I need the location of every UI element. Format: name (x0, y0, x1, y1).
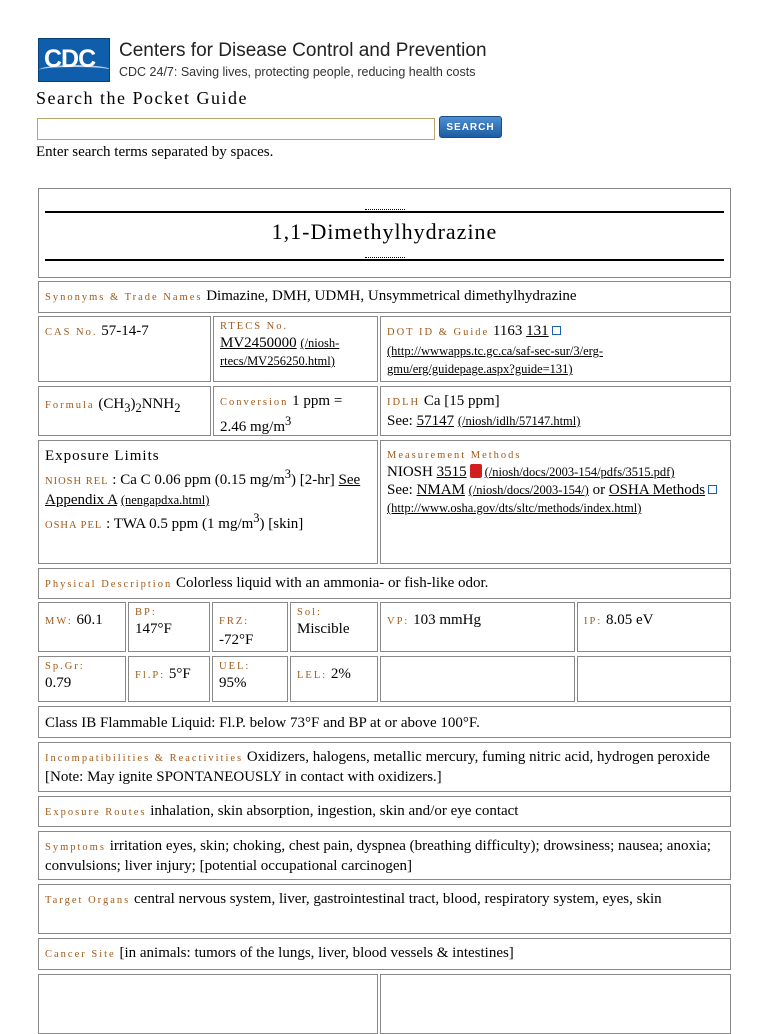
flp-value: 5°F (168, 666, 191, 682)
external-link-icon (708, 485, 717, 494)
org-name[interactable]: Centers for Disease Control and Prevention (119, 40, 487, 61)
rtecs-link[interactable]: MV2450000 (220, 335, 297, 351)
ip-label: IP: (584, 616, 603, 627)
search-button[interactable]: SEARCH (439, 116, 502, 138)
method-url[interactable]: (/niosh/docs/2003-154/pdfs/3515.pdf) (484, 465, 675, 479)
uel-value: 95% (219, 675, 247, 691)
spgr-cell (38, 656, 126, 702)
osha-pel (45, 509, 371, 535)
appendix-url[interactable]: (nengapdxa.html) (120, 493, 210, 507)
bp-value: 147°F (135, 621, 172, 637)
external-link-icon (552, 326, 561, 335)
vp-cell (380, 602, 575, 652)
formula-value: $(CH_3)_2NNH_2$ (98, 396, 181, 415)
cancer-label: Cancer Site (45, 949, 116, 960)
idlh-label: IDLH (387, 397, 421, 408)
method-3515-link[interactable]: 3515 (436, 464, 467, 480)
lel-cell (290, 656, 378, 702)
cancer-site-row (38, 938, 731, 970)
niosh-rel-value: : Ca C 0.06 ppm (0.15 $mg/m^3$) [2-hr] (112, 467, 335, 488)
ip-cell (577, 602, 731, 652)
symptoms-label: Symptoms (45, 842, 106, 853)
cdc-logo[interactable] (38, 38, 110, 82)
pdf-icon (470, 464, 482, 478)
cdc-header (38, 38, 518, 84)
title-rule-top (45, 211, 724, 213)
conversion-value-a: 1 ppm = (292, 393, 343, 409)
rtecs-url[interactable]: (/niosh-rtecs/MV256250.html) (220, 336, 340, 368)
mw-value: 60.1 (76, 612, 103, 628)
sol-value: Miscible (297, 621, 350, 637)
idlh-ref-link[interactable]: 57147 (416, 413, 455, 429)
dot-url[interactable]: (http://wwwapps.tc.gc.ca/saf-sec-sur/3/erg-gmu/erg/guidepage.aspx?guide=131) (387, 344, 604, 376)
nmam-url[interactable]: (/niosh/docs/2003-154/) (468, 483, 589, 497)
logo-swoosh-icon (39, 65, 110, 75)
target-value: central nervous system, liver, gastrointestinal tract, blood, respiratory system, eyes, skin (134, 891, 662, 907)
ip-value: 8.05 eV (606, 612, 654, 628)
flp-label: Fl.P: (135, 670, 166, 681)
dot-label: DOT ID & Guide (387, 327, 490, 338)
mw-cell (38, 602, 126, 652)
exposure-limits-title: Exposure Limits (45, 448, 160, 464)
empty-cell (380, 656, 575, 702)
vp-label: VP: (387, 616, 410, 627)
flp-cell (128, 656, 210, 702)
spgr-label: Sp.Gr: (45, 661, 85, 672)
physical-value: Colorless liquid with an ammonia- or fish-like odor. (175, 575, 489, 591)
niosh-rel-label: NIOSH REL (45, 476, 109, 487)
dot-guide-link[interactable]: 131 (526, 323, 549, 339)
idlh-cell (380, 386, 731, 436)
formula-label: Formula (45, 400, 95, 411)
empty-cell (577, 656, 731, 702)
idlh-url[interactable]: (/niosh/idlh/57147.html) (457, 414, 581, 428)
uel-cell (212, 656, 288, 702)
bp-label: BP: (135, 607, 157, 618)
cancer-value: [in animals: tumors of the lungs, liver, blood vessels & intestines] (119, 945, 514, 961)
chemical-name: 1,1-Dimethylhydrazine (271, 219, 498, 244)
rtecs-label: RTECS No. (220, 321, 289, 332)
physical-label: Physical Description (45, 579, 173, 590)
routes-label: Exposure Routes (45, 807, 147, 818)
synonyms-row (38, 281, 731, 313)
sol-cell (290, 602, 378, 652)
mw-label: MW: (45, 616, 73, 627)
spgr-value: 0.79 (45, 675, 72, 691)
conversion-value-b: 2.46 $mg/m^3$ (220, 414, 292, 435)
lel-value: 2% (330, 666, 351, 682)
chemical-title-box (38, 188, 731, 278)
partial-cell-left (38, 974, 378, 1034)
sol-label: Sol: (297, 607, 322, 618)
symptoms-value: irritation eyes, skin; choking, chest pain, dyspnea (breathing difficulty); drowsiness; nausea; anoxia; convulsions; liver injury; [potential occupational carcinogen] (45, 838, 711, 874)
incompat-label: Incompatibilities & Reactivities (45, 753, 244, 764)
routes-value: inhalation, skin absorption, ingestion, skin and/or eye contact (150, 803, 519, 819)
or-text: or (592, 482, 606, 498)
frz-value: -72°F (219, 632, 254, 648)
incompatibilities-row (38, 742, 731, 792)
cas-value: 57-14-7 (101, 323, 149, 339)
vp-value: 103 mmHg (413, 612, 482, 628)
see-text: See: (387, 482, 413, 498)
dot-id: 1163 (492, 323, 523, 339)
search-hint: Enter search terms separated by spaces. (36, 144, 274, 160)
logo-text: CDC (44, 45, 96, 73)
partial-cell-right (380, 974, 731, 1034)
osha-pel-value: : TWA 0.5 ppm (1 $mg/m^3$) [skin] (106, 511, 304, 532)
cas-label: CAS No. (45, 327, 98, 338)
class-value: Class IB Flammable Liquid: Fl.P. below 73°F and BP at or above 100°F. (45, 715, 480, 731)
bp-cell (128, 602, 210, 652)
tagline: CDC 24/7: Saving lives, protecting people, reducing health costs (119, 65, 476, 79)
osha-methods-url[interactable]: (http://www.osha.gov/dts/sltc/methods/index.html) (387, 501, 642, 515)
appendix-link[interactable]: See Appendix A (45, 472, 361, 508)
exposure-routes-row (38, 796, 731, 827)
idlh-see: See: (387, 413, 413, 429)
uel-label: UEL: (219, 661, 251, 672)
synonyms-value: Dimazine, DMH, UDMH, Unsymmetrical dimethylhydrazine (206, 288, 577, 304)
measurement-cell (380, 440, 731, 564)
exposure-limits-cell (38, 440, 378, 564)
nmam-link[interactable]: NMAM (416, 482, 465, 498)
dot-cell (380, 316, 731, 382)
niosh-method: NIOSH (387, 464, 433, 480)
search-title: Search the Pocket Guide (36, 88, 248, 108)
osha-pel-label: OSHA PEL (45, 520, 103, 531)
frz-cell (212, 602, 288, 652)
rtecs-cell (213, 316, 378, 382)
formula-cell (38, 386, 211, 436)
title-rule-bottom (45, 259, 724, 261)
conversion-cell (213, 386, 378, 436)
frz-label: FRZ: (219, 616, 250, 627)
cas-cell (38, 316, 211, 382)
measurement-label: Measurement Methods (387, 450, 522, 461)
target-label: Target Organs (45, 895, 131, 906)
niosh-rel (45, 465, 371, 509)
idlh-value: Ca [15 ppm] (423, 393, 500, 409)
osha-methods-link[interactable]: OSHA Methods (608, 482, 706, 498)
physical-description-row (38, 568, 731, 599)
incompat-value: Oxidizers, halogens, metallic mercury, fuming nitric acid, hydrogen peroxide [Note: May ignite SPONTANEOUSLY in contact with oxidizers.] (45, 749, 710, 785)
lel-label: LEL: (297, 670, 328, 681)
class-row (38, 706, 731, 738)
synonyms-label: Synonyms & Trade Names (45, 292, 203, 303)
search-input[interactable] (37, 118, 435, 140)
target-organs-row (38, 884, 731, 934)
conversion-label: Conversion (220, 397, 289, 408)
symptoms-row (38, 831, 731, 880)
